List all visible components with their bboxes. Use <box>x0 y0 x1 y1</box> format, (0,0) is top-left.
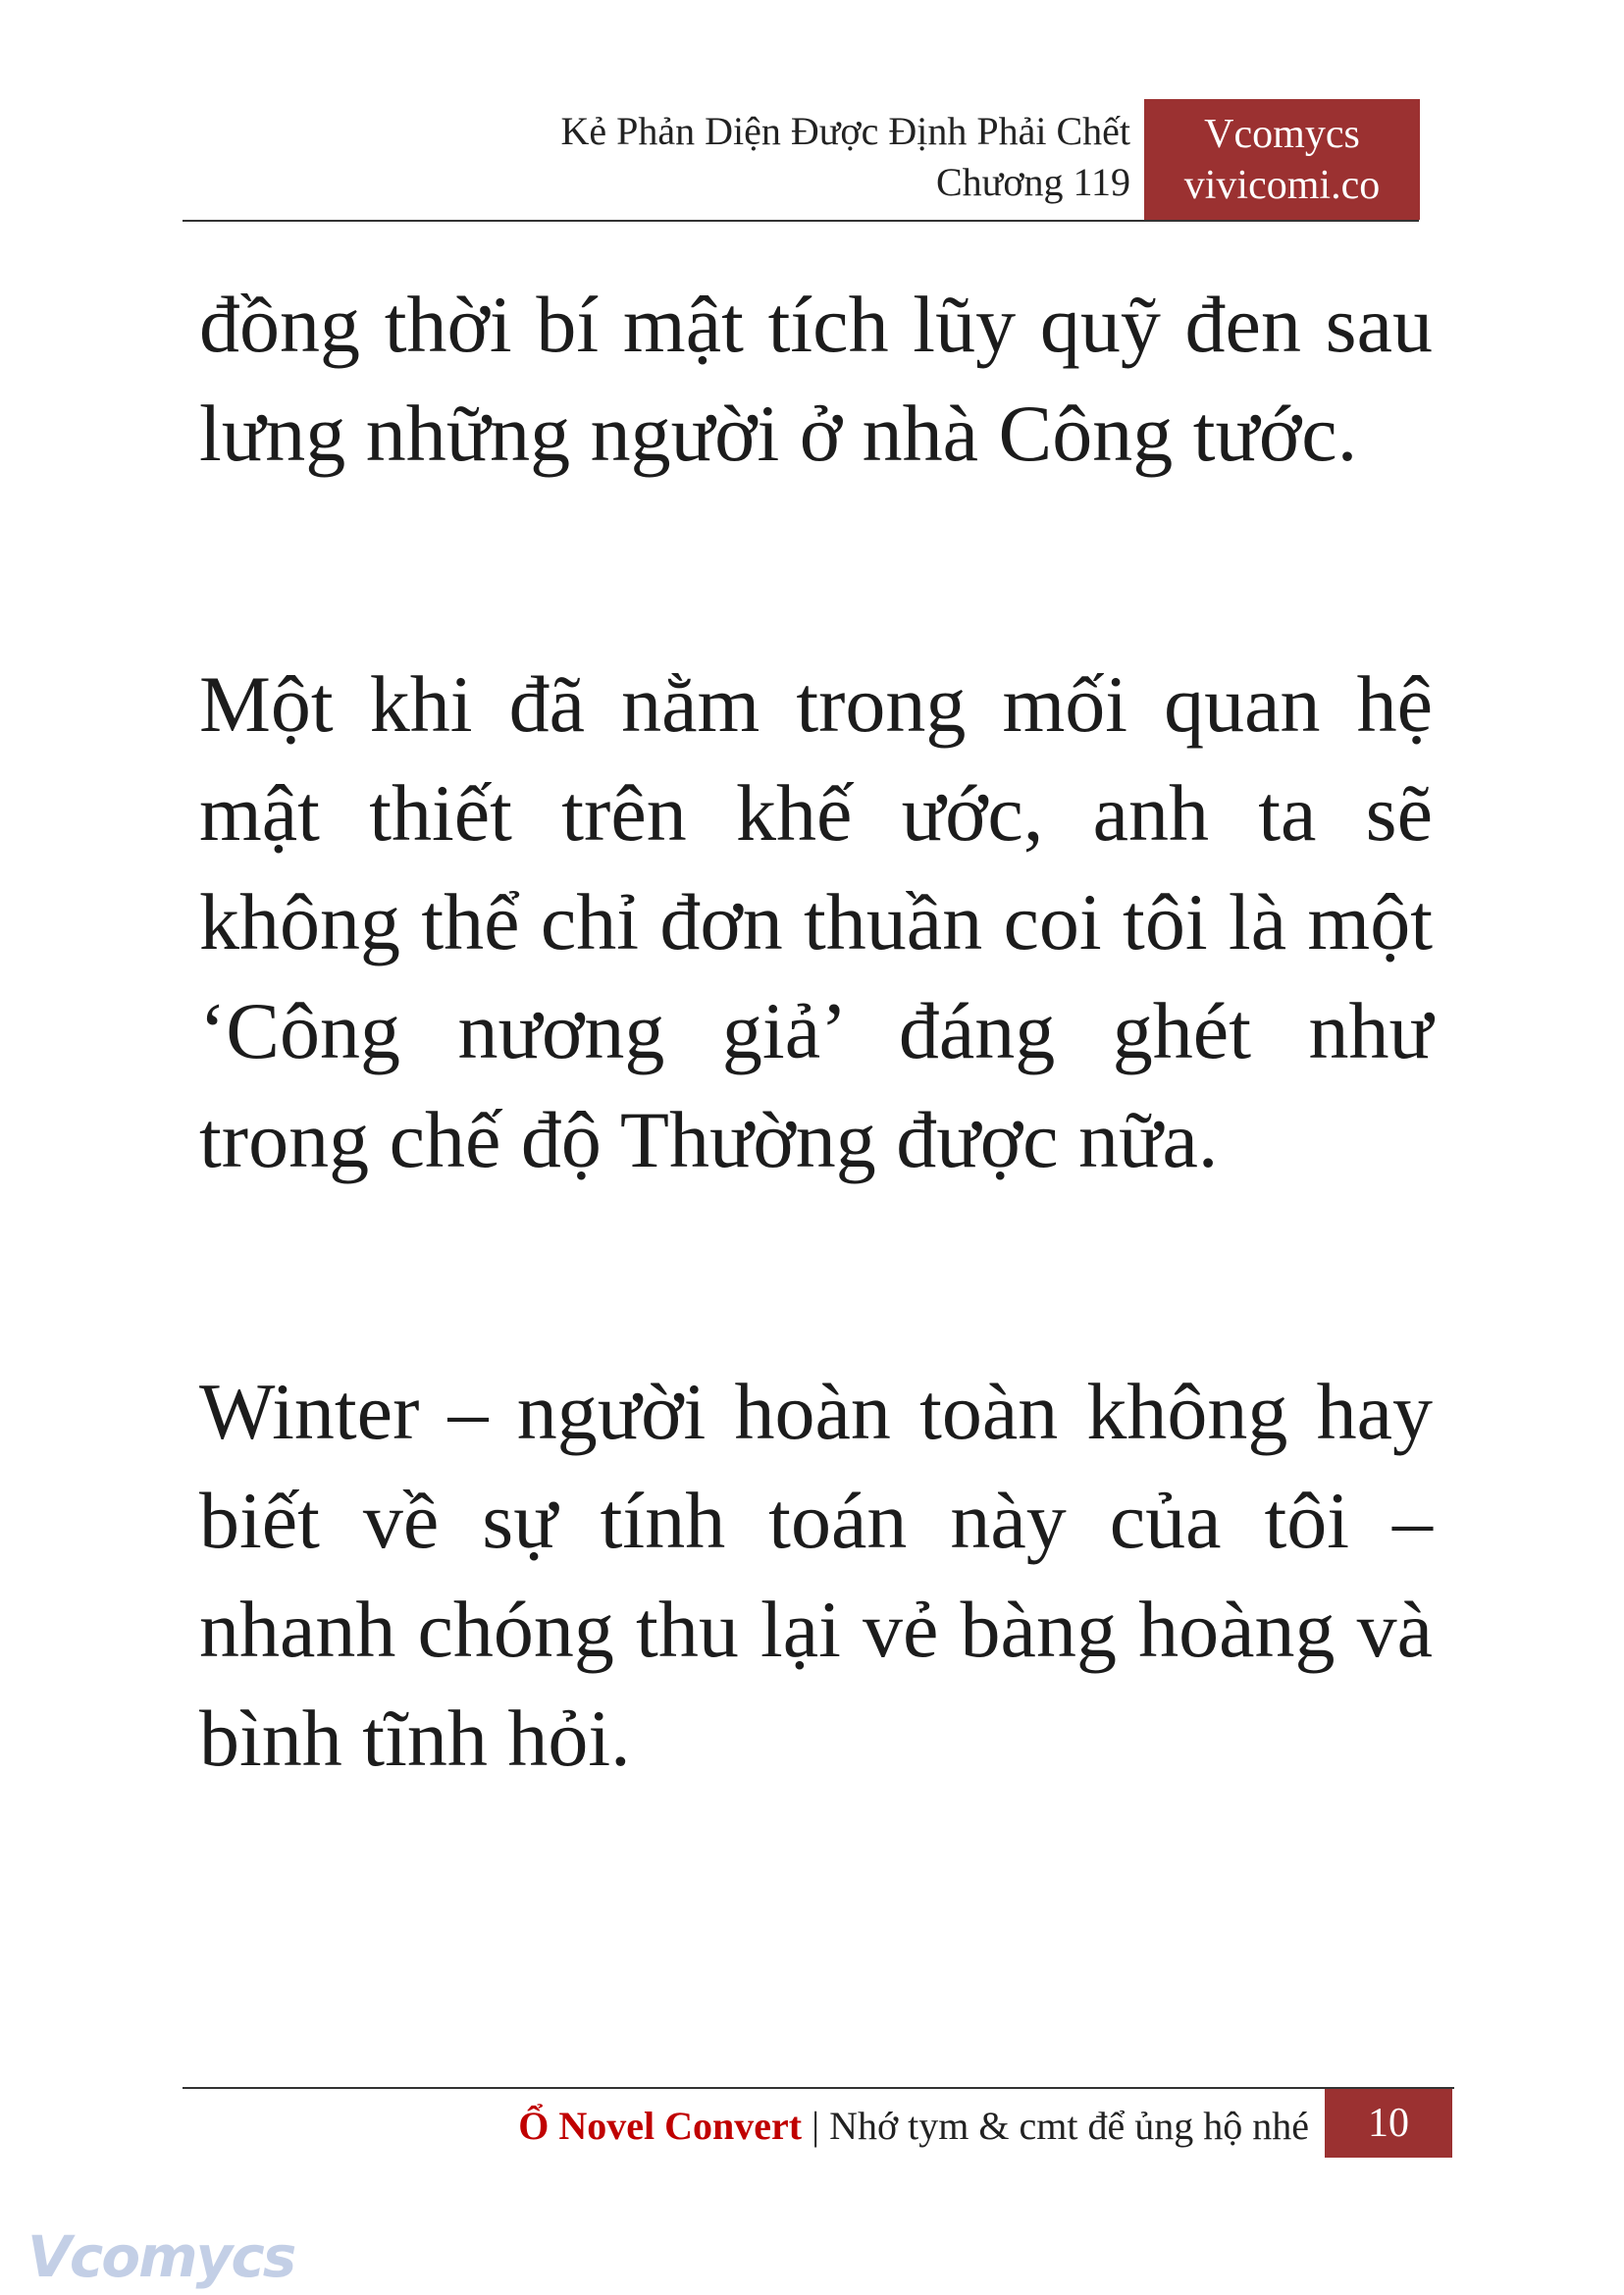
footer-separator: | <box>802 2104 830 2148</box>
chapter-label: Chương 119 <box>935 160 1130 204</box>
footer-brand: Ổ Novel Convert <box>518 2104 803 2148</box>
book-title: Kẻ Phản Diện Được Định Phải Chết <box>560 109 1130 153</box>
paragraph-1: đồng thời bí mật tích lũy quỹ đen sau lưng những người ở nhà Công tước. <box>199 280 1433 478</box>
badge-brand: Vcomycs <box>1204 112 1360 157</box>
paragraph-2: Một khi đã nằm trong mối quan hệ mật thiết trên khế ước, anh ta sẽ không thể chỉ đơn thuần coi tôi là một ‘Công nương giả’ đáng ghét như trong chế độ Thường được nữa. <box>199 659 1433 1184</box>
page-number: 10 <box>1325 2089 1452 2158</box>
footer-divider <box>183 2087 1454 2089</box>
footer-text <box>183 2097 1309 2156</box>
header-divider <box>183 220 1419 222</box>
header-title-block <box>183 106 1130 208</box>
site-badge <box>1144 99 1420 220</box>
paragraph-3: Winter – người hoàn toàn không hay biết về sự tính toán này của tôi – nhanh chóng thu lại vẻ bàng hoàng và bình tĩnh hỏi. <box>199 1367 1433 1783</box>
footer-message: Nhớ tym & cmt để ủng hộ nhé <box>829 2104 1309 2148</box>
watermark-logo: Vcomycs <box>27 2223 295 2290</box>
badge-url: vivicomi.co <box>1183 163 1381 208</box>
